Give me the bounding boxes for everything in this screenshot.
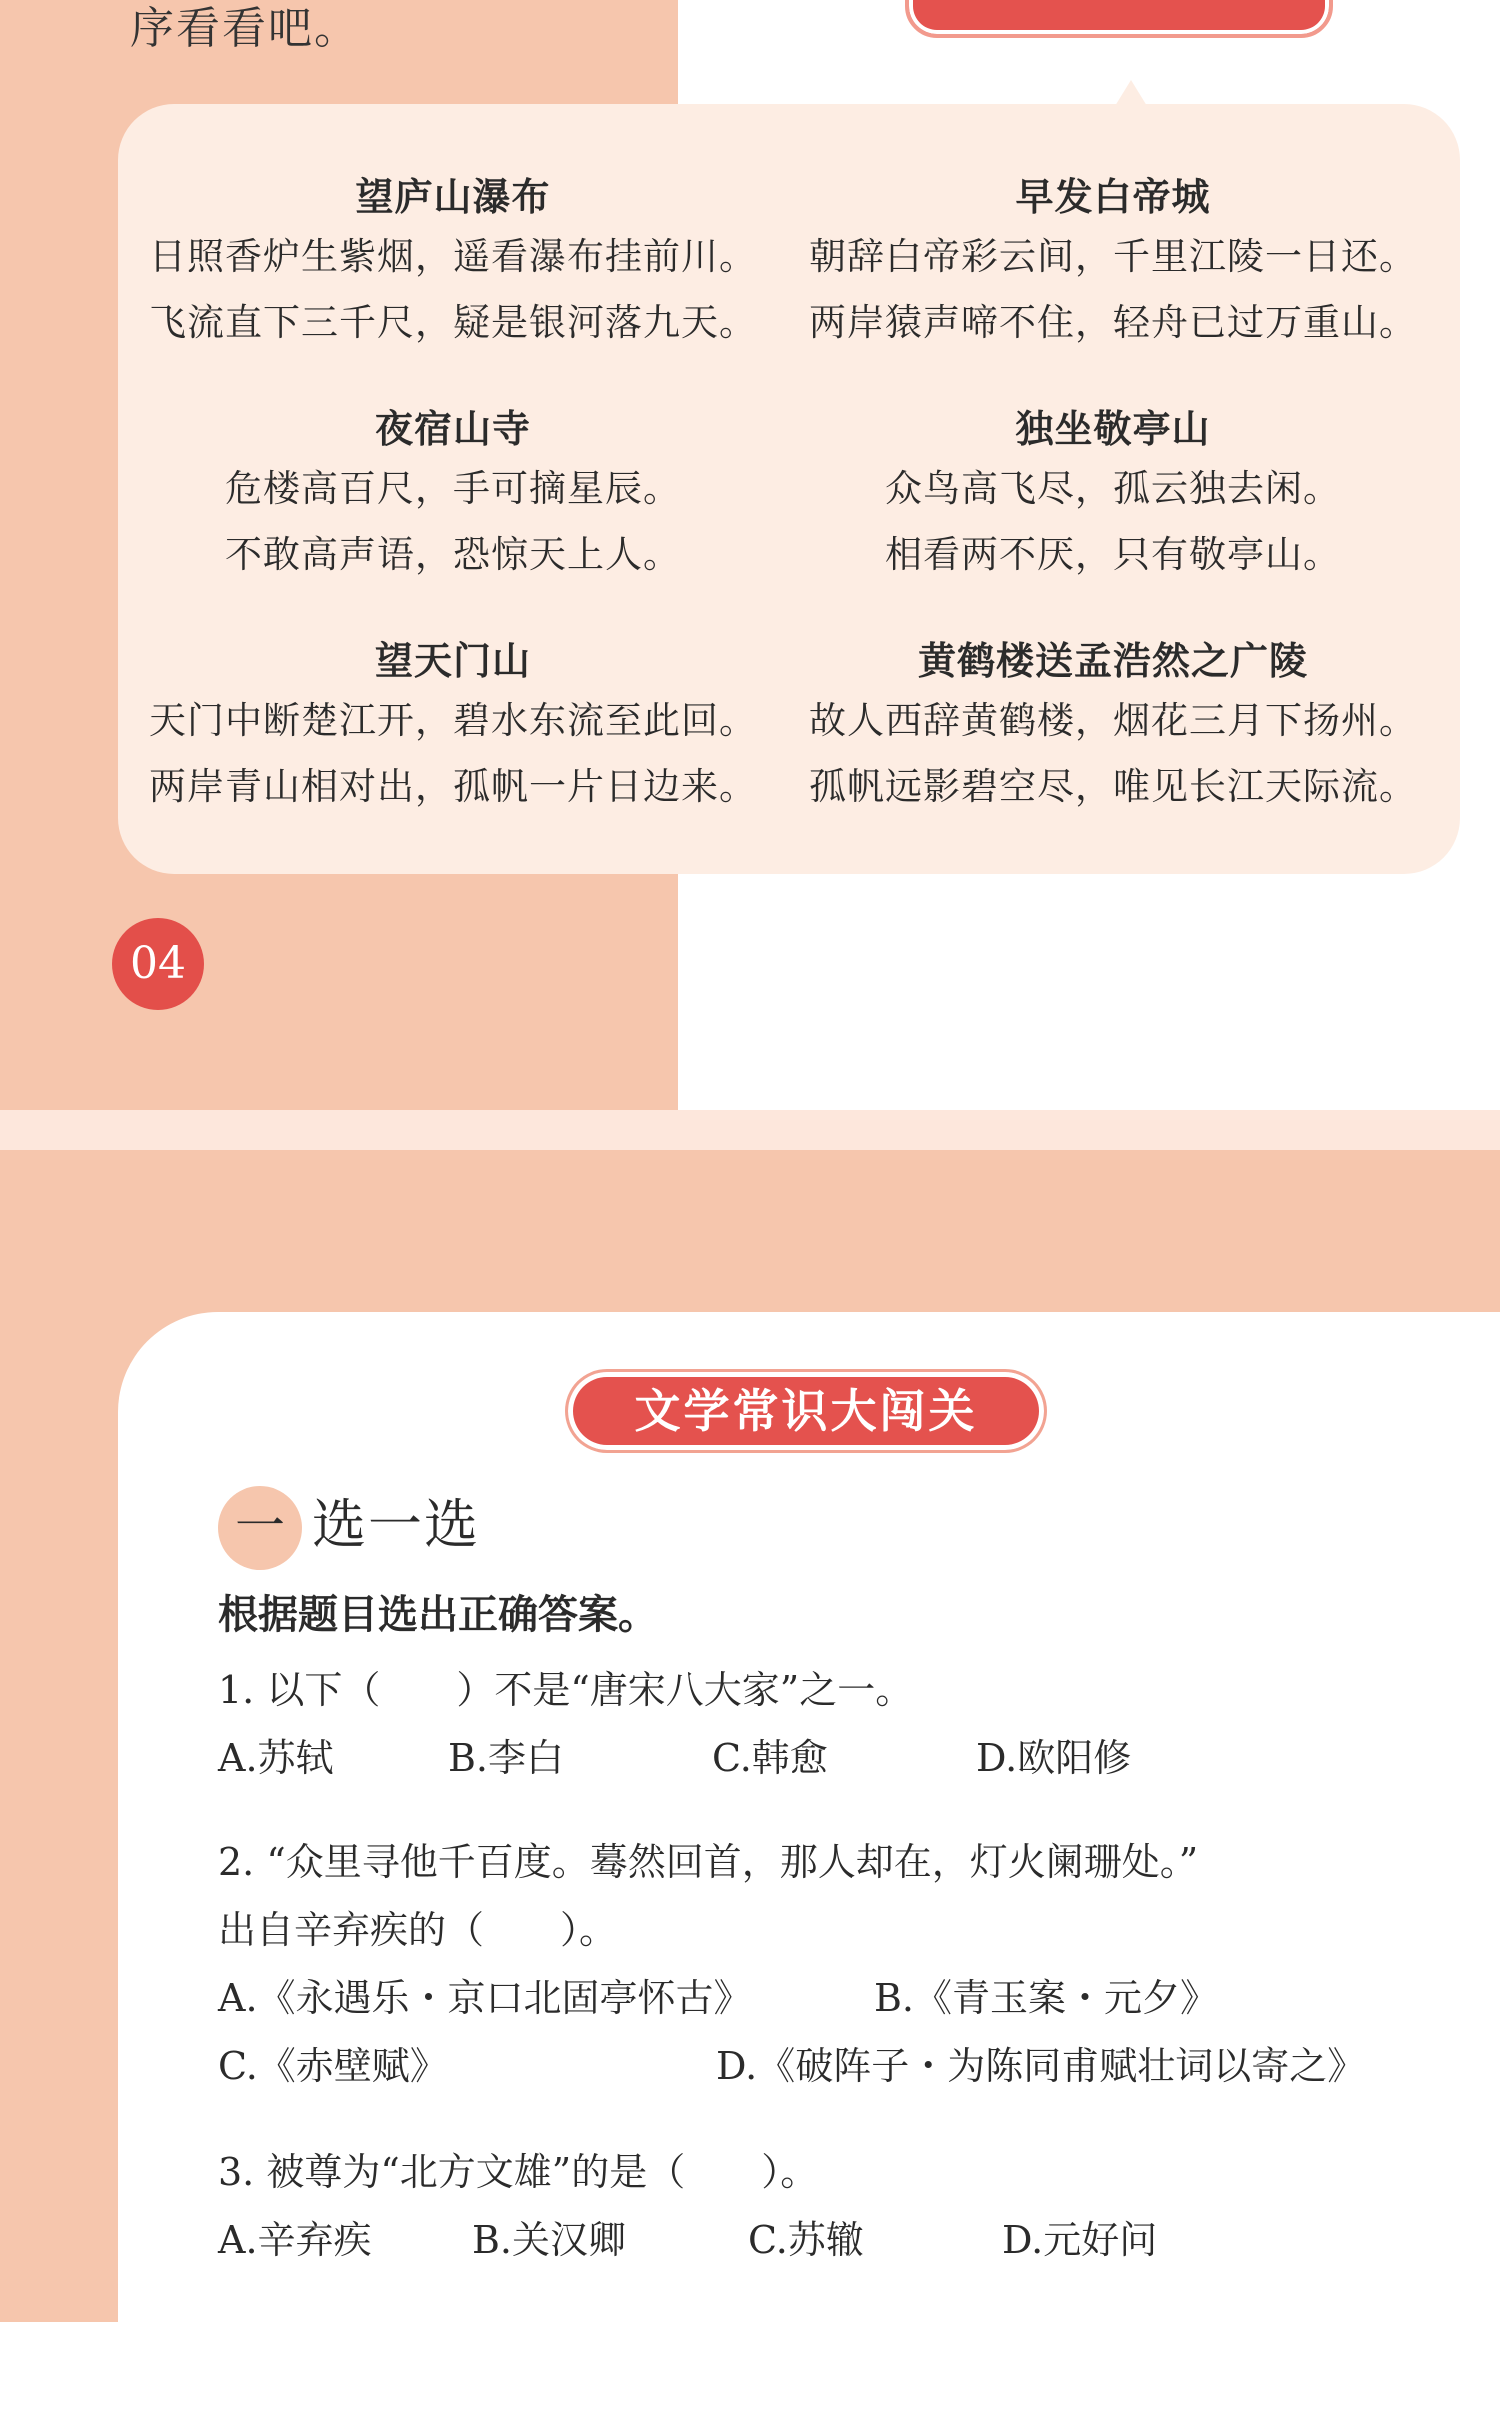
question-3-text: 3. 被尊为“北方文雄”的是（ ）。: [218, 2150, 819, 2194]
poem-line: 两岸猿声啼不住，轻舟已过万重山。: [809, 301, 1417, 344]
poem-block: [778, 170, 1448, 356]
part-title: 选一选: [312, 1493, 480, 1556]
question-2-option-a[interactable]: A.《永遇乐・京口北固亭怀古》: [218, 1976, 752, 2020]
question-1-option-c[interactable]: C.韩愈: [712, 1736, 828, 1780]
poem-line: 危楼高百尺，手可摘星辰。: [225, 467, 681, 510]
poem-line: 不敢高声语，恐惊天上人。: [225, 533, 681, 576]
poem-line: 孤帆远影碧空尽，唯见长江天际流。: [809, 765, 1417, 808]
question-3-option-c[interactable]: C.苏辙: [748, 2218, 864, 2262]
poem-title: 夜宿山寺: [374, 407, 531, 451]
top-banner-decoration: [905, 0, 1333, 38]
question-2-option-c[interactable]: C.《赤壁赋》: [218, 2044, 448, 2088]
quiz-instruction: 根据题目选出正确答案。: [218, 1591, 658, 1638]
poem-block: [778, 402, 1448, 588]
poem-title: 望天门山: [374, 639, 531, 683]
poem-block: [118, 634, 788, 820]
question-1-text: 1. 以下（ ）不是“唐宋八大家”之一。: [218, 1668, 914, 1712]
poem-card: [118, 104, 1460, 874]
poem-line: 故人西辞黄鹤楼，烟花三月下扬州。: [809, 699, 1417, 742]
poem-line: 相看两不厌，只有敬亭山。: [885, 533, 1341, 576]
poem-title: 独坐敬亭山: [1015, 407, 1211, 451]
poem-title: 望庐山瀑布: [355, 175, 551, 219]
poem-line: 两岸青山相对出，孤帆一片日边来。: [149, 765, 757, 808]
intro-text-tail: 序看看吧。: [130, 3, 360, 54]
poem-line: 飞流直下三千尺，疑是银河落九天。: [149, 301, 757, 344]
card-notch: [1115, 80, 1147, 106]
question-2-option-b[interactable]: B.《青玉案・元夕》: [874, 1976, 1219, 2020]
question-2-text: 2. “众里寻他千百度。蓦然回首，那人却在，灯火阑珊处。”: [218, 1840, 1199, 1884]
poem-line: 朝辞白帝彩云间，千里江陵一日还。: [809, 235, 1417, 278]
poem-line: 众鸟高飞尽，孤云独去闲。: [885, 467, 1341, 510]
question-2-text-line2: 出自辛弃疾的（ ）。: [218, 1908, 618, 1952]
page-number-badge: 04: [112, 918, 204, 1010]
poem-line: 天门中断楚江开，碧水东流至此回。: [149, 699, 757, 742]
poem-block: [118, 170, 788, 356]
question-3-option-d[interactable]: D.元好问: [1002, 2218, 1158, 2262]
question-1-option-a[interactable]: A.苏轼: [218, 1736, 334, 1780]
poem-block: [118, 402, 788, 588]
question-3-option-b[interactable]: B.关汉卿: [472, 2218, 627, 2262]
part-number-circle: 一: [218, 1486, 302, 1570]
question-1-option-b[interactable]: B.李白: [448, 1736, 565, 1780]
section-divider: [0, 1110, 1500, 1150]
question-1-option-d[interactable]: D.欧阳修: [976, 1736, 1132, 1780]
question-2-option-d[interactable]: D.《破阵子・为陈同甫赋壮词以寄之》: [716, 2044, 1366, 2088]
poem-block: [778, 634, 1448, 820]
quiz-banner: 文学常识大闯关: [568, 1372, 1044, 1450]
poem-line: 日照香炉生紫烟，遥看瀑布挂前川。: [149, 235, 757, 278]
question-3-option-a[interactable]: A.辛弃疾: [218, 2218, 372, 2262]
poem-title: 黄鹤楼送孟浩然之广陵: [917, 639, 1308, 683]
poem-title: 早发白帝城: [1015, 175, 1211, 219]
